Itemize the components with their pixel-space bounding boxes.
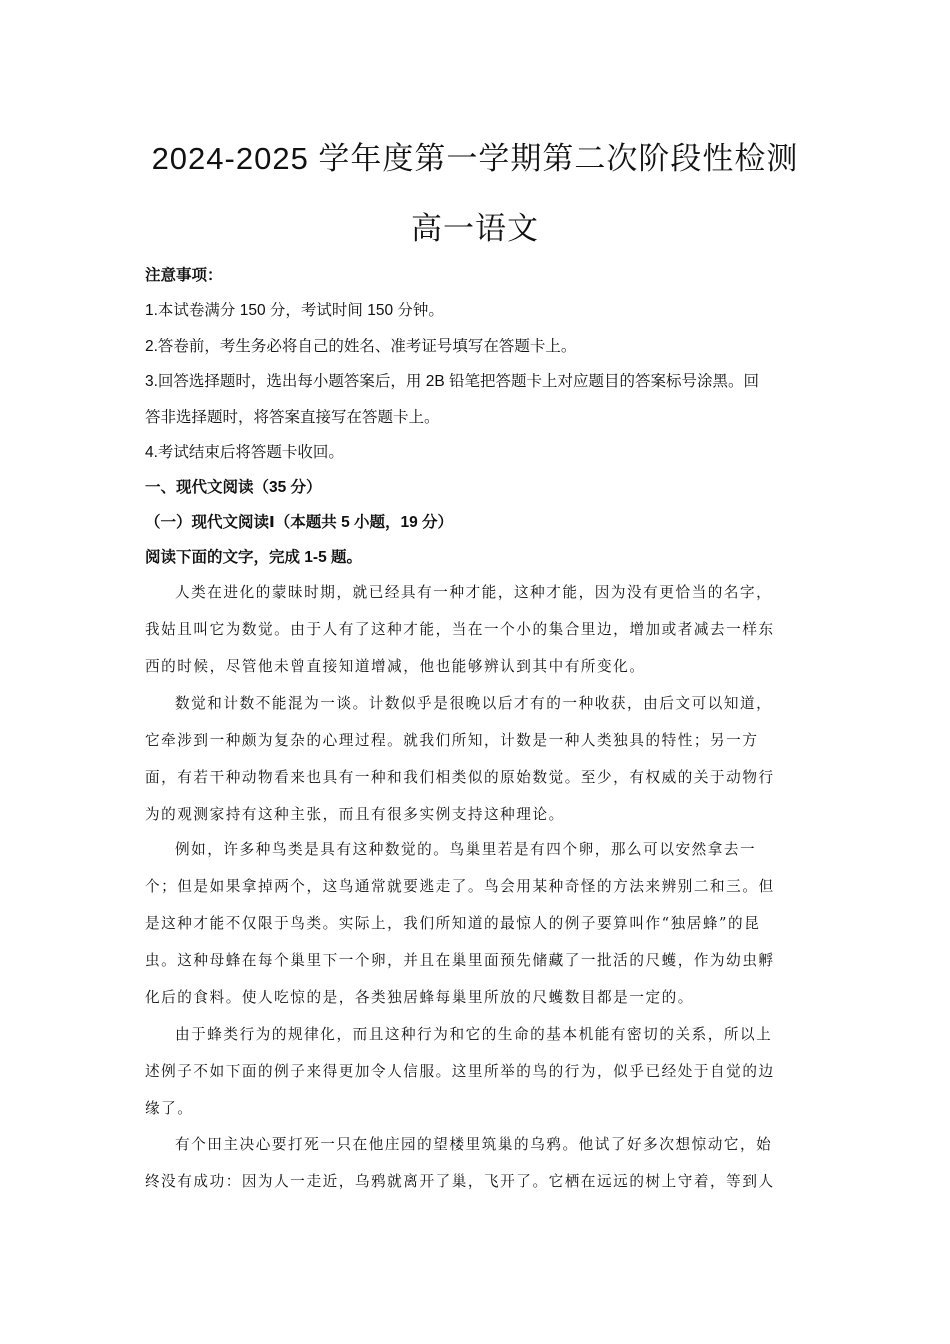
passage-line: 由于蜂类行为的规律化，而且这种行为和它的生命的基本机能有密切的关系，所以上 (175, 1026, 773, 1043)
section-subheading: （一）现代文阅读Ⅰ（本题共 5 小题，19 分） (145, 514, 454, 531)
notice-item: 3.回答选择题时，选出每小题答案后，用 2B 铅笔把答题卡上对应题目的答案标号涂黑。回 (145, 373, 760, 390)
notice-item: 1.本试卷满分 150 分，考试时间 150 分钟。 (145, 302, 444, 319)
notice-item: 2.答卷前，考生务必将自己的姓名、准考证号填写在答题卡上。 (145, 338, 577, 355)
reading-instruction: 阅读下面的文字，完成 1-5 题。 (145, 549, 363, 566)
passage-line: 例如，许多种鸟类是具有这种数觉的。鸟巢里若是有四个卵，那么可以安然拿去一 (175, 841, 757, 858)
passage-line: 缘了。 (145, 1100, 194, 1117)
passage-line: 它牵涉到一种颇为复杂的心理过程。就我们所知，计数是一种人类独具的特性；另一方 (145, 732, 759, 749)
passage-line: 面，有若干种动物看来也具有一种和我们相类似的原始数觉。至少，有权威的关于动物行 (145, 769, 775, 786)
passage-line: 终没有成功：因为人一走近，乌鸦就离开了巢，飞开了。它栖在远远的树上守着，等到人 (145, 1173, 775, 1190)
passage-line: 述例子不如下面的例子来得更加令人信服。这里所举的鸟的行为，似乎已经处于自觉的边 (145, 1063, 775, 1080)
notice-heading: 注意事项： (145, 267, 223, 284)
passage-line: 有个田主决心要打死一只在他庄园的望楼里筑巢的乌鸦。他试了好多次想惊动它，始 (175, 1136, 773, 1153)
passage-line: 我姑且叫它为数觉。由于人有了这种才能，当在一个小的集合里边，增加或者减去一样东 (145, 621, 775, 638)
exam-title: 2024-2025 学年度第一学期第二次阶段性检测 (151, 141, 799, 176)
notice-item: 4.考试结束后将答题卡收回。 (145, 444, 344, 461)
section-heading: 一、现代文阅读（35 分） (145, 479, 322, 496)
passage-line: 化后的食料。使人吃惊的是，各类独居蜂每巢里所放的尺蠖数目都是一定的。 (145, 989, 694, 1006)
passage-line: 是这种才能不仅限于鸟类。实际上，我们所知道的最惊人的例子要算叫作“独居蜂”的昆 (145, 915, 761, 932)
passage-line: 数觉和计数不能混为一谈。计数似乎是很晚以后才有的一种收获，由后文可以知道， (175, 695, 773, 712)
exam-subtitle: 高一语文 (411, 211, 539, 246)
passage-line: 为的观测家持有这种主张，而且有很多实例支持这种理论。 (145, 806, 565, 823)
notice-item: 答非选择题时，将答案直接写在答题卡上。 (145, 409, 440, 426)
passage-line: 人类在进化的蒙昧时期，就已经具有一种才能，这种才能，因为没有更恰当的名字， (175, 584, 773, 601)
passage-line: 西的时候，尽管他未曾直接知道增减，他也能够辨认到其中有所变化。 (145, 658, 646, 675)
passage-line: 虫。这种母蜂在每个巢里下一个卵，并且在巢里面预先储藏了一批活的尺蠖，作为幼虫孵 (145, 952, 775, 969)
passage-line: 个；但是如果拿掉两个，这鸟通常就要逃走了。鸟会用某种奇怪的方法来辨别二和三。但 (145, 878, 775, 895)
